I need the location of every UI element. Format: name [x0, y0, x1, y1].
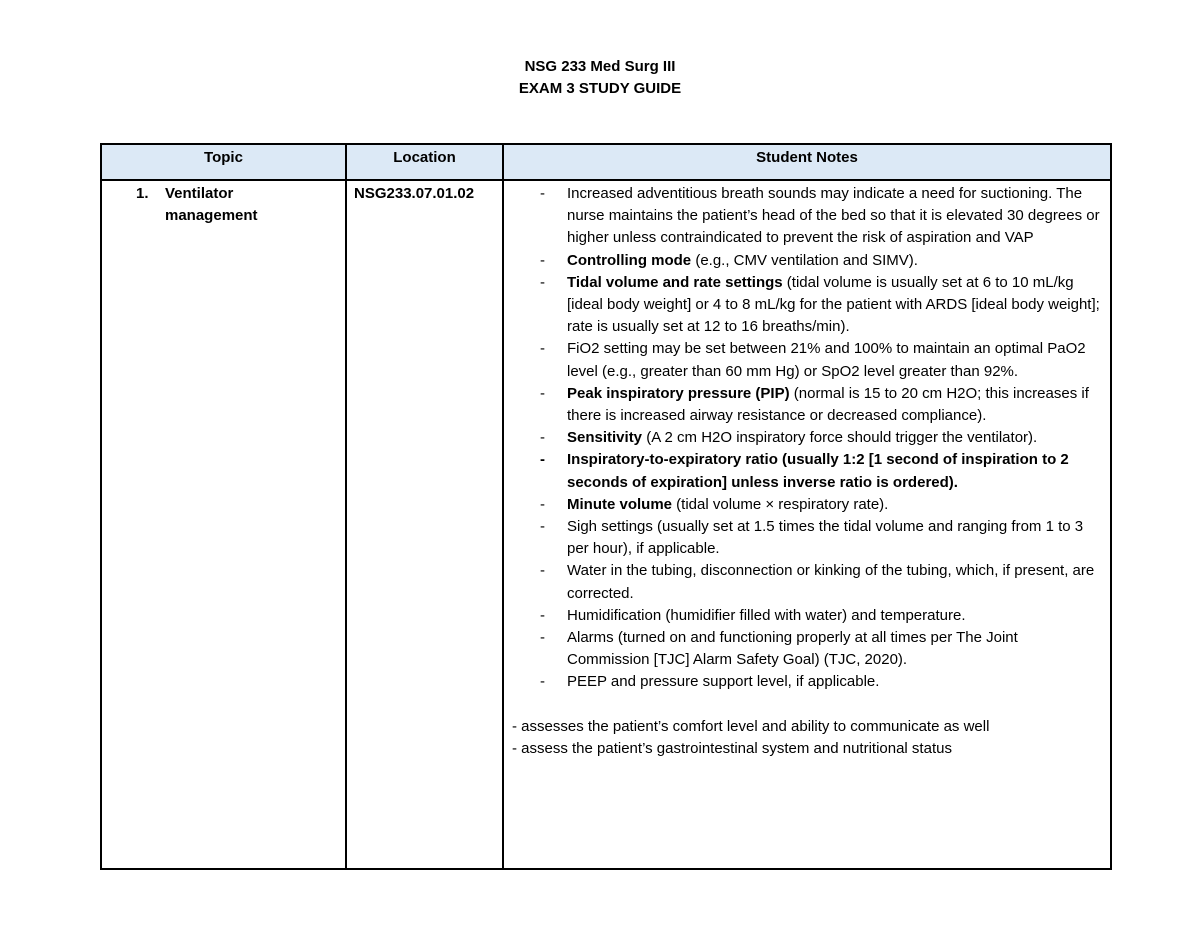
- table-row: [101, 180, 1111, 869]
- note-bullet: [540, 338, 1100, 382]
- note-text: FiO2 setting may be set between 21% and 100% to maintain an optimal PaO2 level (e.g., greater than 60 mm Hg) or SpO2 level greater than 92%.: [567, 340, 1086, 380]
- guide-title: EXAM 3 STUDY GUIDE: [518, 80, 682, 97]
- bullet-dash: -: [540, 340, 545, 358]
- note-text: (e.g., CMV ventilation and SIMV).: [691, 251, 918, 269]
- note-bullet: [540, 494, 1100, 516]
- topic-label-line2: management: [165, 207, 258, 224]
- header-topic: Topic: [101, 144, 346, 180]
- bullet-dash: -: [540, 518, 545, 536]
- notes-cell: [503, 180, 1111, 869]
- note-text: (tidal volume × respiratory rate).: [672, 495, 889, 513]
- note-text: PEEP and pressure support level, if applicable.: [567, 673, 880, 691]
- note-text: Increased adventitious breath sounds may indicate a need for suctioning. The nurse maintains the patient’s head of the bed so that it is elevated 30 degrees or higher unless contraindicated to prevent the risk of aspiration and VAP: [567, 185, 1100, 247]
- page-title: [0, 56, 1200, 100]
- header-location: Location: [346, 144, 503, 180]
- note-bullet: [540, 671, 1100, 693]
- note-bullet: [540, 427, 1100, 449]
- note-bullet: [540, 560, 1100, 604]
- header-notes: Student Notes: [503, 144, 1111, 180]
- note-text: Sigh settings (usually set at 1.5 times the tidal volume and ranging from 1 to 3 per hour), if applicable.: [567, 518, 1084, 558]
- bullet-dash: -: [540, 384, 545, 402]
- bullet-dash: -: [540, 251, 545, 269]
- note-bullet: [540, 627, 1100, 671]
- note-bold-term: Inspiratory-to-expiratory ratio (usually 1:2 [1 second of inspiration to 2 seconds of expiration] unless inverse ratio is ordered).: [567, 451, 1069, 491]
- bullet-dash: -: [540, 451, 545, 469]
- bullet-dash: -: [540, 185, 545, 202]
- extra-notes: [512, 716, 1100, 760]
- bullet-dash: -: [540, 562, 545, 580]
- topic-cell: [101, 180, 346, 869]
- note-bullet: [540, 516, 1100, 560]
- note-bullet: [540, 183, 1100, 250]
- note-bold-term: Tidal volume and rate settings: [567, 273, 783, 291]
- note-bullet: [540, 383, 1100, 427]
- note-bullet: [540, 605, 1100, 627]
- topic-label-line1: Ventilator: [165, 185, 234, 202]
- note-bullet: [540, 272, 1100, 339]
- topic-number: 1.: [136, 185, 149, 202]
- bullet-dash: -: [540, 273, 545, 291]
- note-text: Alarms (turned on and functioning properly at all times per The Joint Commission [TJC] Alarm Safety Goal) (TJC, 2020).: [567, 629, 1018, 669]
- note-bold-term: Controlling mode: [567, 251, 692, 269]
- note-bullet: [540, 449, 1100, 493]
- note-bullet: [540, 250, 1100, 272]
- extra-note-comfort: - assesses the patient’s comfort level and ability to communicate as well: [512, 717, 990, 735]
- note-bold-term: Sensitivity: [567, 429, 643, 447]
- bullet-dash: -: [540, 673, 545, 691]
- extra-note-gi: - assess the patient’s gastrointestinal system and nutritional status: [512, 739, 952, 757]
- note-bold-term: Minute volume: [567, 495, 673, 513]
- study-guide-table: [100, 143, 1112, 870]
- location-code: NSG233.07.01.02: [354, 185, 475, 202]
- bullet-dash: -: [540, 495, 545, 513]
- header-row: [101, 144, 1111, 180]
- bullet-dash: -: [540, 606, 545, 624]
- note-text: Humidification (humidifier filled with water) and temperature.: [567, 606, 966, 624]
- note-text: (normal is 15 to 20 cm H2O; this increases if there is increased airway resistance or decreased compliance).: [567, 384, 1089, 425]
- note-text: (tidal volume is usually set at 6 to 10 mL/kg [ideal body weight] or 4 to 8 mL/kg for the patient with ARDS [ideal body weight]; rate is usually set at 12 to 16 breaths/min).: [567, 273, 1100, 336]
- bullet-dash: -: [540, 429, 545, 447]
- note-text: (A 2 cm H2O inspiratory force should trigger the ventilator).: [642, 429, 1038, 447]
- bullet-dash: -: [540, 629, 545, 647]
- notes-list: [512, 183, 1100, 694]
- note-text: Water in the tubing, disconnection or kinking of the tubing, which, if present, are corrected.: [567, 562, 1095, 602]
- note-bold-term: Peak inspiratory pressure (PIP): [567, 384, 790, 402]
- course-title: NSG 233 Med Surg III: [524, 58, 676, 75]
- location-cell: [346, 180, 503, 869]
